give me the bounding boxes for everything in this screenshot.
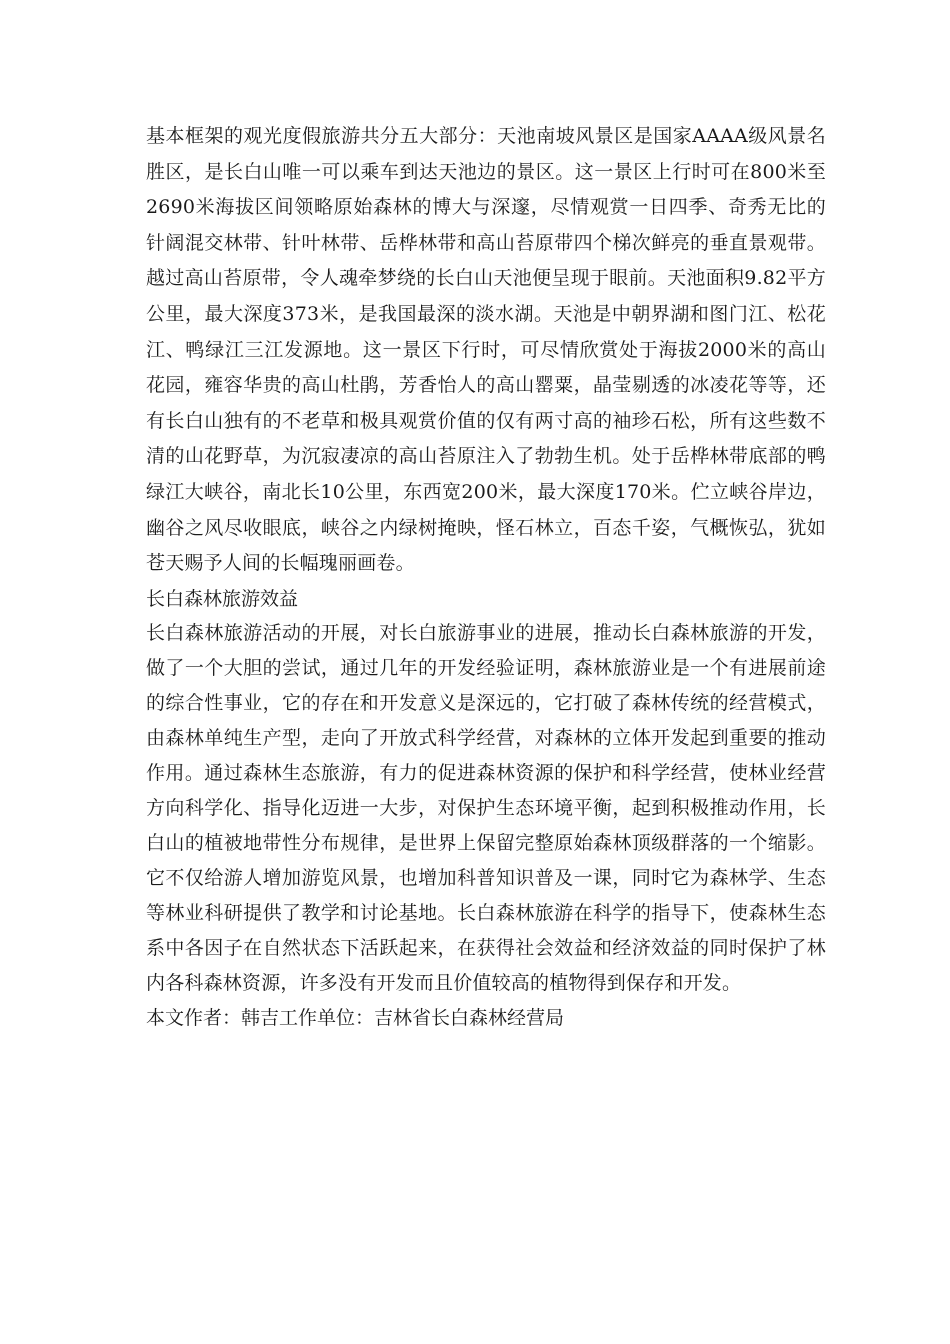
body-paragraph: 长白森林旅游活动的开展，对长白旅游事业的进展，推动长白森林旅游的开发，做了一个大胆的尝试，通过几年的开发经验证明，森林旅游业是一个有进展前途的综合性事业，它的存在和开发意义是深远的，它打破了森林传统的经营模式，由森林单纯生产型，走向了开放式科学经营，对森林的立体开发起到重要的推动作用。通过森林生态旅游，有力的促进森林资源的保护和科学经营，使林业经营方向科学化、指导化迈进一大步，对保护生态环境平衡，起到积极推动作用，长白山的植被地带性分布规律，是世界上保留完整原始森林顶级群落的一个缩影。它不仅给游人增加游览风景，也增加科普知识普及一课，同时它为森林学、生态等林业科研提供了教学和讨论基地。长白森林旅游在科学的指导下，使森林生态系中各因子在自然状态下活跃起来，在获得社会效益和经济效益的同时保护了林内各科森林资源，许多没有开发而且价值较高的植物得到保存和开发。 (146, 621, 826, 994)
section-heading: 长白森林旅游效益 (146, 587, 299, 610)
document-page (146, 119, 826, 1035)
body-paragraph: 基本框架的观光度假旅游共分五大部分：天池南坡风景区是国家AAAA级风景名胜区，是长白山唯一可以乘车到达天池边的景区。这一景区上行时可在800米至2690米海拔区间领略原始森林的博大与深邃，尽情观赏一日四季、奇秀无比的针阔混交林带、针叶林带、岳桦林带和高山苔原带四个梯次鲜亮的垂直景观带。越过高山苔原带，令人魂牵梦绕的长白山天池便呈现于眼前。天池面积9.82平方公里，最大深度373米，是我国最深的淡水湖。天池是中朝界湖和图门江、松花江、鸭绿江三江发源地。这一景区下行时，可尽情欣赏处于海拔2000米的高山花园，雍容华贵的高山杜鹃，芳香怡人的高山罂粟，晶莹剔透的冰凌花等等，还有长白山独有的不老草和极具观赏价值的仅有两寸高的袖珍石松，所有这些数不清的山花野草，为沉寂凄凉的高山苔原注入了勃勃生机。处于岳桦林带底部的鸭绿江大峡谷，南北长10公里，东西宽200米，最大深度170米。伫立峡谷岸边，幽谷之风尽收眼底，峡谷之内绿树掩映，怪石林立，百态千姿，气概恢弘，犹如苍天赐予人间的长幅瑰丽画卷。 (146, 125, 826, 575)
author-line: 本文作者：韩吉工作单位：吉林省长白森林经营局 (146, 1006, 565, 1029)
